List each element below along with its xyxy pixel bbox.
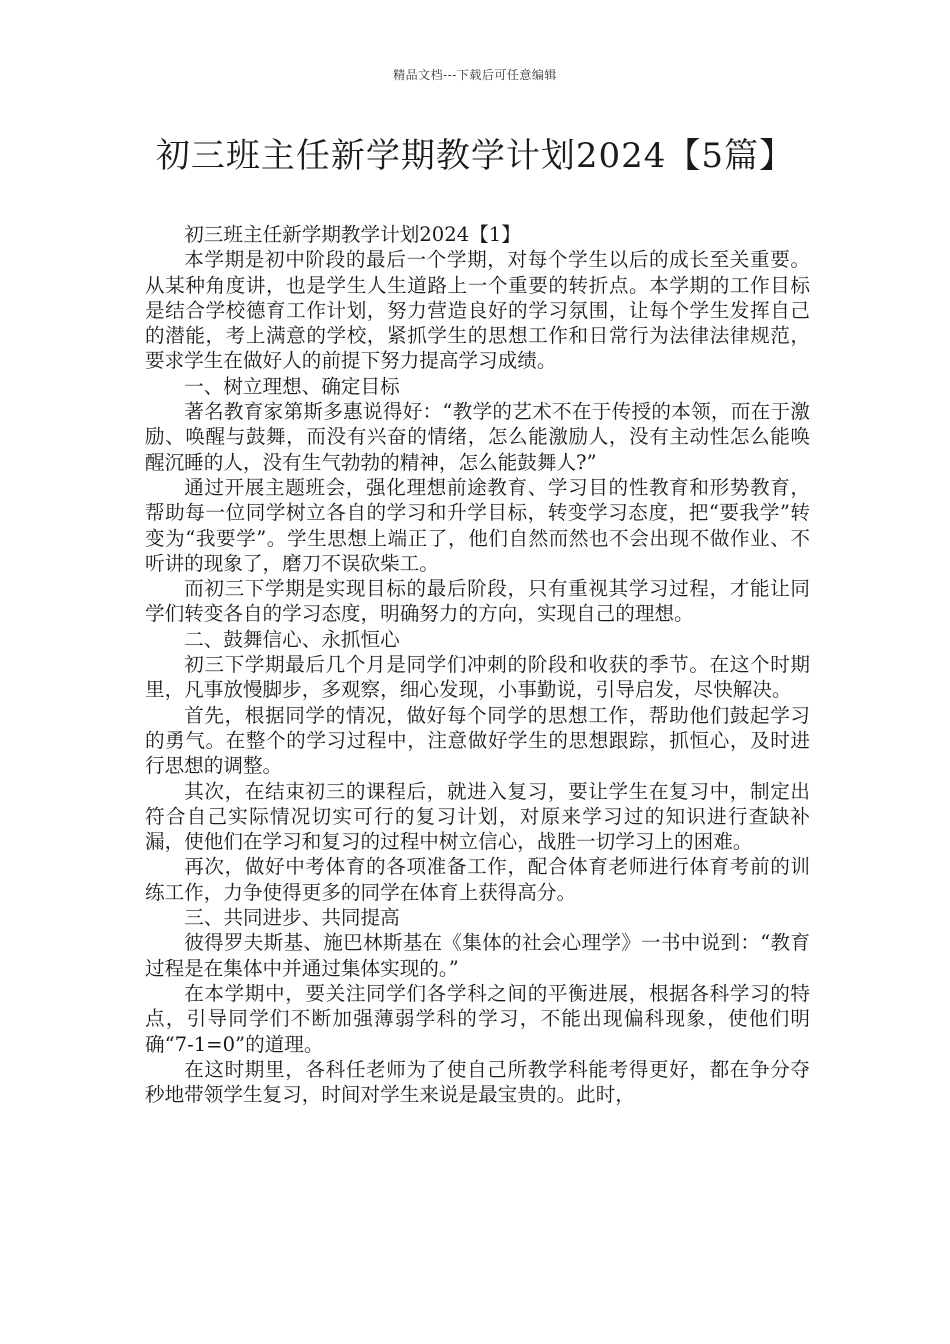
paragraph: 彼得罗夫斯基、施巴林斯基在《集体的社会心理学》一书中说到：“教育过程是在集体中并通过集体实现的。” [145,931,810,980]
paragraph: 初三下学期最后几个月是同学们冲刺的阶段和收获的季节。在这个时期里，凡事放慢脚步，多观察，细心发现，小事勤说，引导启发，尽快解决。 [145,653,810,702]
paragraph: 首先，根据同学的情况，做好每个同学的思想工作，帮助他们鼓起学习的勇气。在整个的学习过程中，注意做好学生的思想跟踪，抓恒心，及时进行思想的调整。 [145,703,810,778]
section-heading: 一、树立理想、确定目标 [184,374,400,398]
paragraph: 而初三下学期是实现目标的最后阶段，只有重视其学习过程，才能让同学们转变各自的学习态度，明确努力的方向，实现自己的理想。 [145,577,810,626]
paragraph: 通过开展主题班会，强化理想前途教育、学习目的性教育和形势教育，帮助每一位同学树立各自的学习和升学目标，转变学习态度，把“要我学”转变为“我要学”。学生思想上端正了，他们自然而然也不会出现不做作业、不听讲的现象了，磨刀不误砍柴工。 [145,475,810,575]
paragraph: 著名教育家第斯多惠说得好：“教学的艺术不在于传授的本领，而在于激励、唤醒与鼓舞，而没有兴奋的情绪，怎么能激励人，没有主动性怎么能唤醒沉睡的人，没有生气勃勃的精神，怎么能鼓舞人?” [145,400,810,474]
section-heading: 二、鼓舞信心、永抓恒心 [184,627,400,651]
paragraph: 其次，在结束初三的课程后，就进入复习，要让学生在复习中，制定出符合自己实际情况切实可行的复习计划，对原来学习过的知识进行查缺补漏，使他们在学习和复习的过程中树立信心，战胜一切学习上的困难。 [145,779,810,854]
page-header-note: 精品文档---下载后可任意编辑 [393,68,557,82]
section-heading: 三、共同进步、共同提高 [184,906,400,930]
section-heading: 初三班主任新学期教学计划2024【1】 [184,223,521,246]
paragraph: 本学期是初中阶段的最后一个学期，对每个学生以后的成长至关重要。从某种角度讲，也是学生人生道路上一个重要的转折点。本学期的工作目标是结合学校德育工作计划，努力营造良好的学习氛围，让每个学生发挥自己的潜能，考上满意的学校，紧抓学生的思想工作和日常行为法律法律规范，要求学生在做好人的前提下努力提高学习成绩。 [145,248,810,373]
paragraph: 在这时期里，各科任老师为了使自己所教学科能考得更好，都在争分夺秒地带领学生复习，时间对学生来说是最宝贵的。此时， [145,1057,810,1107]
document-title: 初三班主任新学期教学计划2024【5篇】 [155,136,795,176]
paragraph: 在本学期中，要关注同学们各学科之间的平衡进展，根据各科学习的特点，引导同学们不断加强薄弱学科的学习，不能出现偏科现象，使他们明确“7-1=0”的道理。 [145,981,810,1056]
document-body [145,222,810,1107]
paragraph: 再次，做好中考体育的各项准备工作，配合体育老师进行体育考前的训练工作，力争使得更多的同学在体育上获得高分。 [145,855,810,904]
